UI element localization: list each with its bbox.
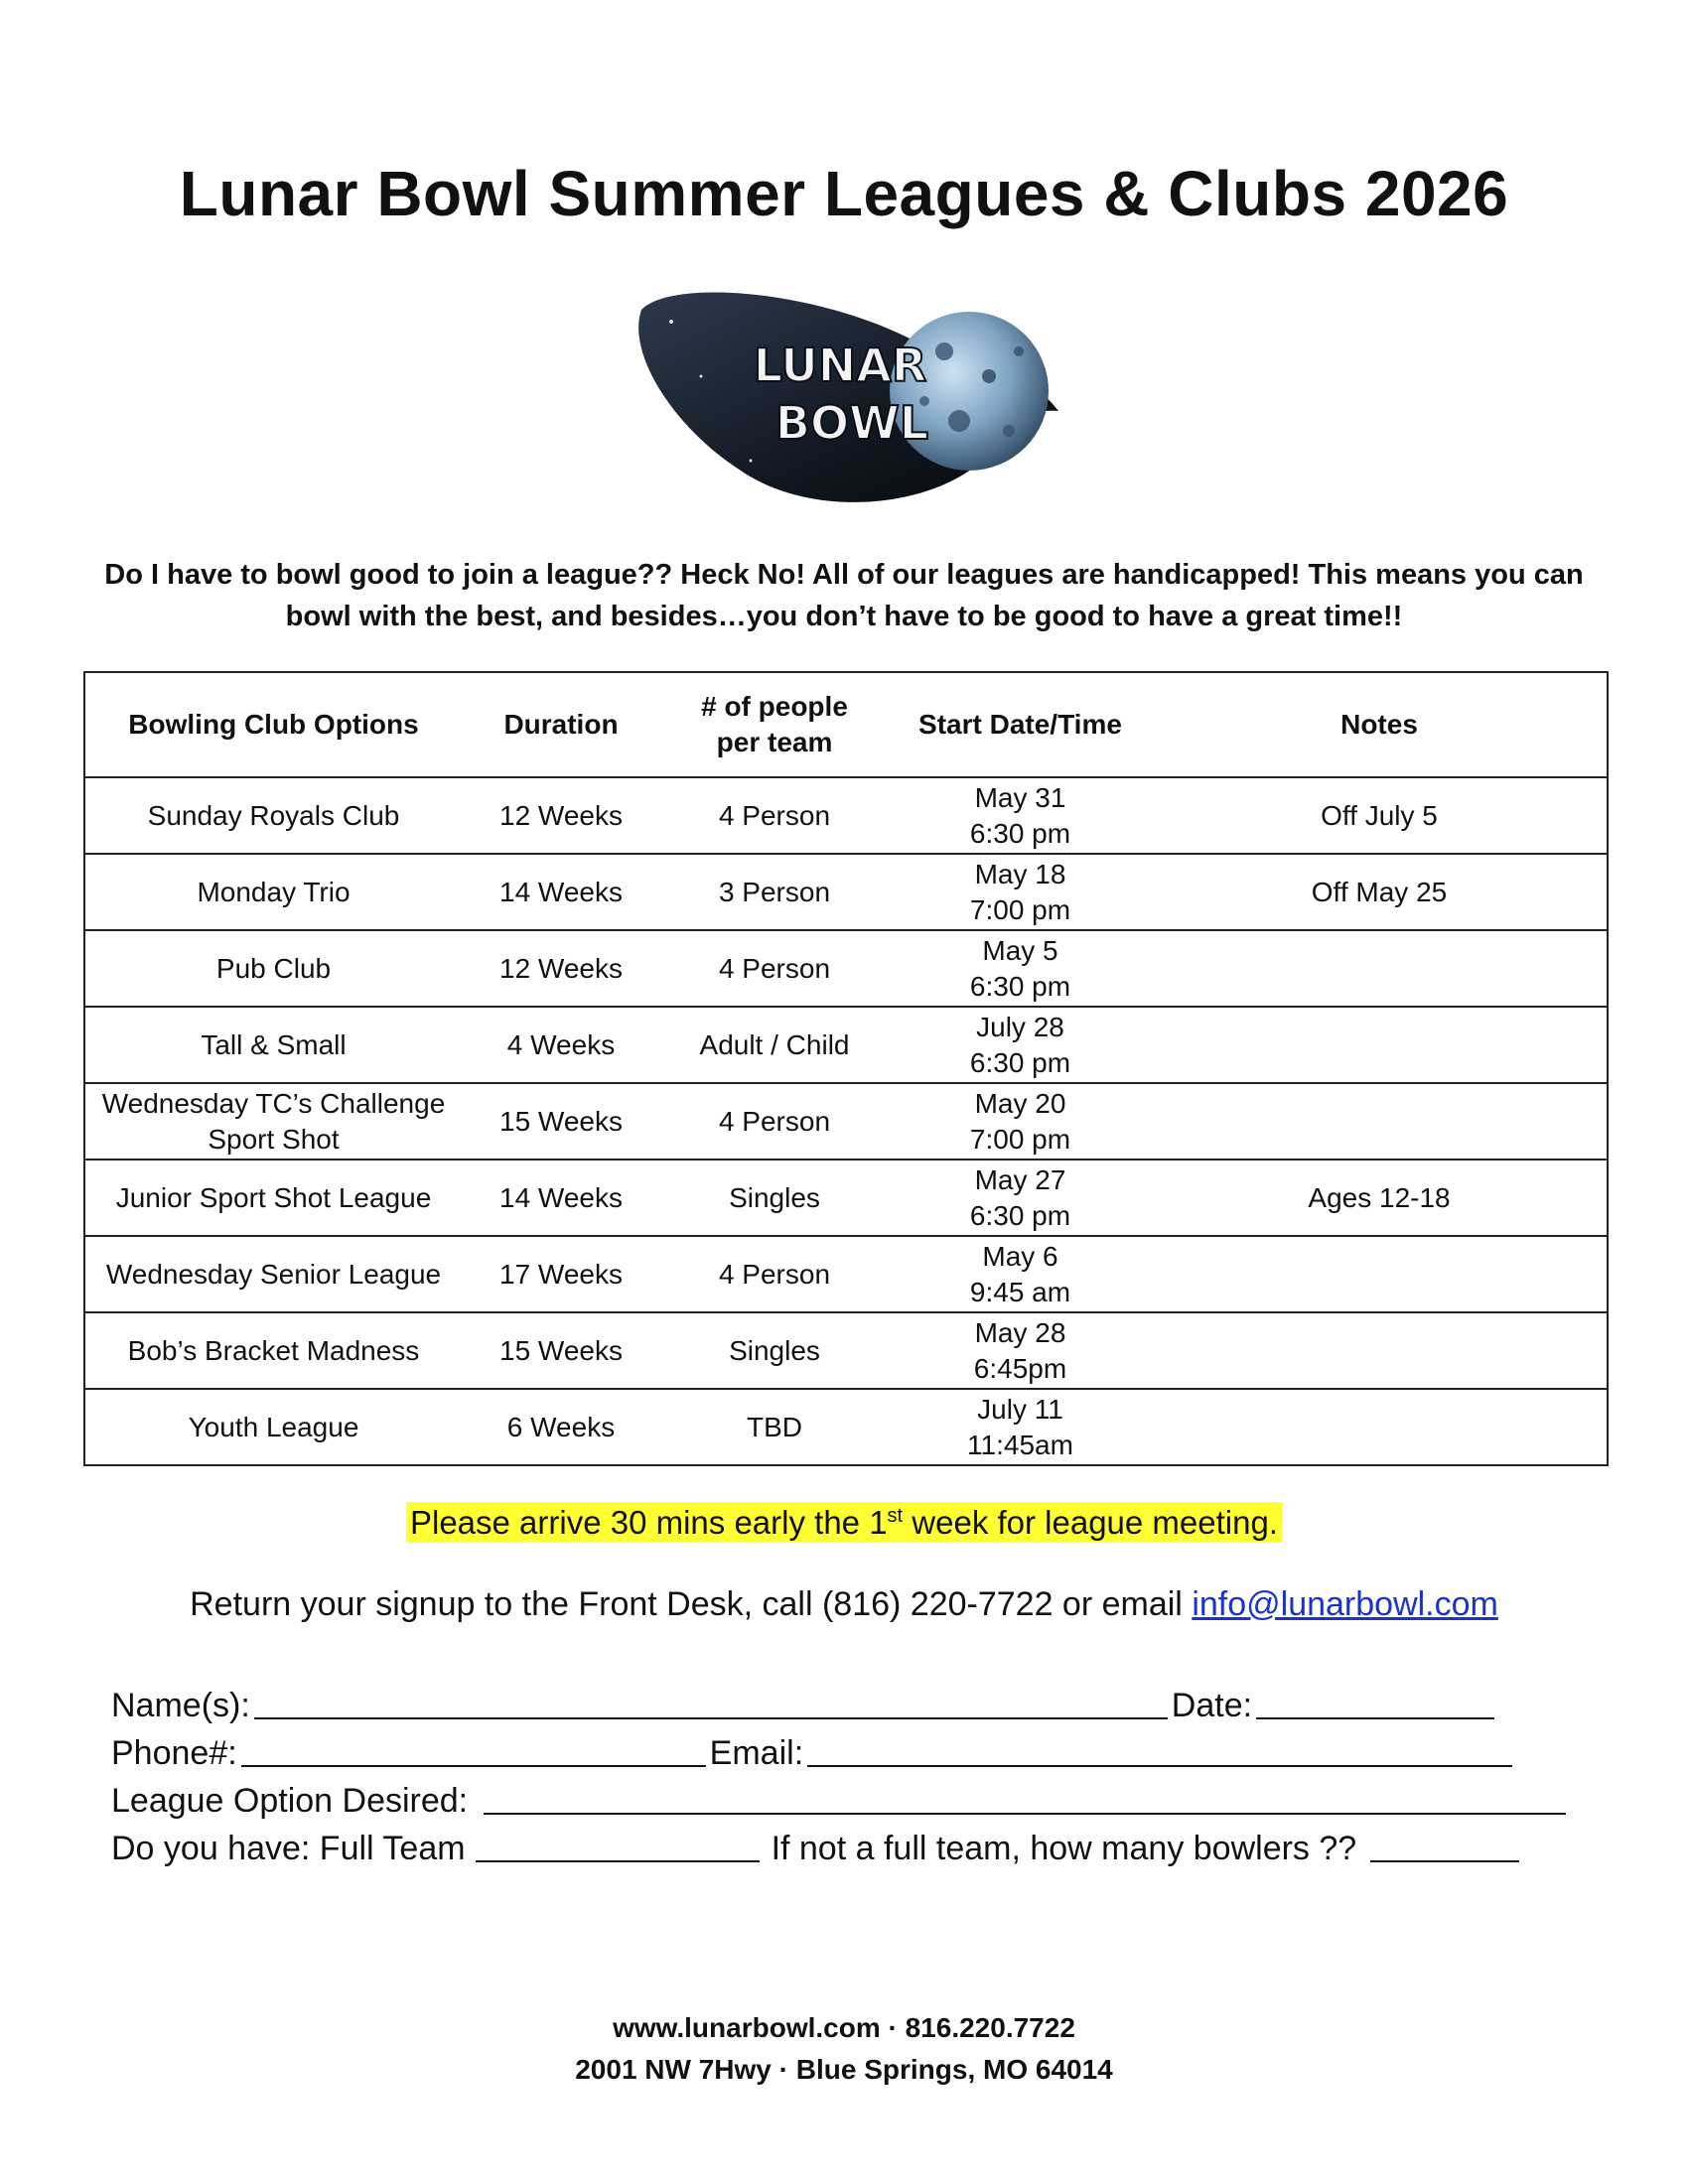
start-time: 6:30 pm [969,1199,1071,1231]
cell-start [889,930,1152,1007]
start-date: May 18 [974,858,1066,889]
phone-field[interactable] [241,1731,706,1767]
cell-notes [1152,1236,1608,1312]
cell-option: Youth League [188,1411,359,1442]
start-time: 7:00 pm [969,893,1071,925]
arrive-superscript: st [887,1505,904,1527]
table-row [84,1312,1608,1389]
start-time: 6:45pm [973,1352,1067,1384]
cell-people: 4 Person [718,1105,831,1137]
cell-duration: 15 Weeks [499,1334,623,1366]
header-people: # of people per team [701,691,848,757]
cell-notes: Off May 25 [1311,876,1448,907]
cell-duration: 6 Weeks [506,1411,616,1442]
start-time: 7:00 pm [969,1123,1071,1155]
table-row [84,1083,1608,1160]
signup-form [111,1678,1581,1868]
header-start: Start Date/Time [918,709,1122,740]
lunar-bowl-logo [632,282,1068,520]
footer-web-phone: www.lunarbowl.com · 816.220.7722 [613,2012,1075,2043]
cell-start [889,1083,1152,1160]
cell-people: 4 Person [718,799,831,831]
header-duration: Duration [503,709,619,740]
cell-start [889,1312,1152,1389]
how-many-label: If not a full team, how many bowlers ?? [771,1830,1357,1867]
name-field[interactable] [254,1684,1168,1719]
email-field[interactable] [807,1731,1512,1767]
page-title: Lunar Bowl Summer Leagues & Clubs 2026 [179,158,1509,229]
start-time: 11:45am [967,1429,1073,1460]
header-notes: Notes [1340,709,1418,740]
logo-text-line2: BOWL [774,396,929,450]
arrive-notice [0,1494,1688,1545]
logo-text-line1: LUNAR [753,339,927,392]
cell-start [889,854,1152,930]
table-row [84,1389,1608,1465]
start-date: May 28 [974,1316,1066,1348]
arrive-highlight [406,1502,1282,1543]
cell-people: 4 Person [718,1258,831,1290]
cell-duration: 12 Weeks [499,952,623,984]
cell-option: Monday Trio [197,876,351,907]
arrive-text-after: week for league meeting. [903,1504,1278,1541]
cell-start [889,1160,1152,1236]
date-label: Date: [1171,1687,1253,1724]
table-row [84,854,1608,930]
form-row-name [111,1678,1581,1725]
email-link[interactable]: info@lunarbowl.com [1192,1585,1498,1623]
cell-duration: 4 Weeks [506,1028,616,1060]
return-text: Return your signup to the Front Desk, call (816) 220-7722 or email [190,1585,1193,1623]
phone-label: Phone#: [111,1734,237,1772]
start-date: May 5 [982,934,1058,966]
table-row [84,930,1608,1007]
arrive-text-before: Please arrive 30 mins early the 1 [409,1504,888,1541]
start-time: 6:30 pm [969,970,1071,1002]
form-row-team [111,1821,1581,1868]
cell-start [889,1007,1152,1083]
cell-start [889,1236,1152,1312]
cell-notes [1152,1083,1608,1160]
cell-notes: Ages 12-18 [1308,1181,1451,1213]
how-many-field[interactable] [1370,1827,1519,1862]
cell-option: Wednesday TC’s Challenge Sport Shot [101,1087,446,1155]
cell-duration: 14 Weeks [499,1181,623,1213]
start-date: May 20 [974,1087,1066,1119]
start-date: July 28 [976,1011,1064,1042]
cell-notes [1152,1312,1608,1389]
date-field[interactable] [1256,1684,1494,1719]
footer [0,2007,1688,2091]
cell-notes: Off July 5 [1321,799,1438,831]
table-row [84,1236,1608,1312]
cell-option: Bob’s Bracket Madness [127,1334,420,1366]
table-row [84,1160,1608,1236]
cell-start [889,777,1152,854]
cell-duration: 17 Weeks [499,1258,623,1290]
cell-notes [1152,1389,1608,1465]
table-row [84,1007,1608,1083]
cell-people: Singles [729,1334,820,1366]
footer-address: 2001 NW 7Hwy · Blue Springs, MO 64014 [575,2054,1113,2085]
start-date: May 27 [974,1163,1066,1195]
name-label: Name(s): [111,1687,250,1724]
start-date: July 11 [977,1393,1063,1425]
full-team-field[interactable] [476,1827,760,1862]
cell-people: TBD [747,1411,802,1442]
cell-option: Junior Sport Shot League [115,1181,432,1213]
cell-people: Adult / Child [699,1028,850,1060]
start-time: 9:45 am [969,1276,1071,1307]
leagues-table [83,671,1609,1466]
start-date: May 31 [974,781,1066,813]
full-team-label: Do you have: Full Team [111,1830,466,1867]
cell-option: Wednesday Senior League [105,1258,442,1290]
start-time: 6:30 pm [969,817,1071,849]
cell-duration: 14 Weeks [499,876,623,907]
intro-text: Do I have to bowl good to join a league?? Heck No! All of our leagues are handicapped! This means you can bowl with the best, and besides…you don’t have to be good to have a great time!! [104,559,1584,632]
cell-option: Sunday Royals Club [147,799,400,831]
cell-people: 3 Person [718,876,831,907]
cell-people: 4 Person [718,952,831,984]
cell-option: Tall & Small [201,1028,347,1060]
cell-duration: 15 Weeks [499,1105,623,1137]
cell-notes [1152,1007,1608,1083]
form-row-phone [111,1725,1581,1773]
start-date: May 6 [982,1240,1058,1272]
cell-duration: 12 Weeks [499,799,623,831]
form-row-league [111,1773,1581,1821]
cell-notes [1152,930,1608,1007]
table-row [84,777,1608,854]
header-options: Bowling Club Options [128,709,419,740]
email-label: Email: [709,1734,804,1772]
cell-people: Singles [729,1181,820,1213]
league-field[interactable] [484,1779,1566,1815]
return-instructions [0,1585,1688,1624]
cell-option: Pub Club [215,952,332,984]
league-label: League Option Desired: [111,1782,469,1820]
start-time: 6:30 pm [969,1046,1071,1078]
cell-start [889,1389,1152,1465]
table-header-row [84,672,1608,777]
